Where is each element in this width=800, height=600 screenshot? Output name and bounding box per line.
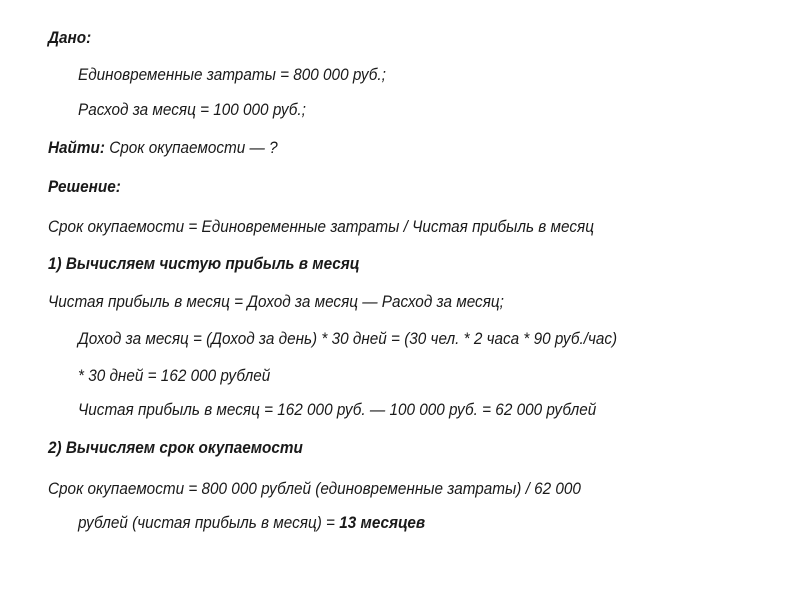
payback-formula: Срок окупаемости = Единовременные затраты / Чистая прибыль в месяц	[48, 217, 594, 236]
given-one-time-costs: Единовременные затраты = 800 000 руб.;	[78, 65, 386, 84]
solution-heading: Решение:	[48, 177, 121, 196]
step1-formula: Чистая прибыль в месяц = Доход за месяц — Расход за месяц;	[48, 292, 504, 311]
find-text: Срок окупаемости — ?	[104, 138, 278, 157]
step2-line-a: Срок окупаемости = 800 000 рублей (единовременные затраты) / 62 000	[48, 479, 581, 498]
find-label: Найти:	[48, 138, 105, 157]
step1-income-a: Доход за месяц = (Доход за день) * 30 дней = (30 чел. * 2 часа * 90 руб./час)	[78, 329, 618, 348]
find-line	[48, 138, 278, 158]
result-value: 13 месяцев	[339, 513, 426, 532]
given-monthly-expense: Расход за месяц = 100 000 руб.;	[78, 100, 306, 119]
step1-profit: Чистая прибыль в месяц = 162 000 руб. — 100 000 руб. = 62 000 рублей	[78, 400, 597, 419]
step2-line-b	[78, 513, 425, 533]
step2-heading: 2) Вычисляем срок окупаемости	[48, 438, 303, 457]
step2-text: рублей (чистая прибыль в месяц) =	[78, 513, 340, 532]
step1-income-b: * 30 дней = 162 000 рублей	[78, 366, 271, 385]
step1-heading: 1) Вычисляем чистую прибыль в месяц	[48, 254, 360, 273]
given-heading: Дано:	[48, 28, 92, 47]
